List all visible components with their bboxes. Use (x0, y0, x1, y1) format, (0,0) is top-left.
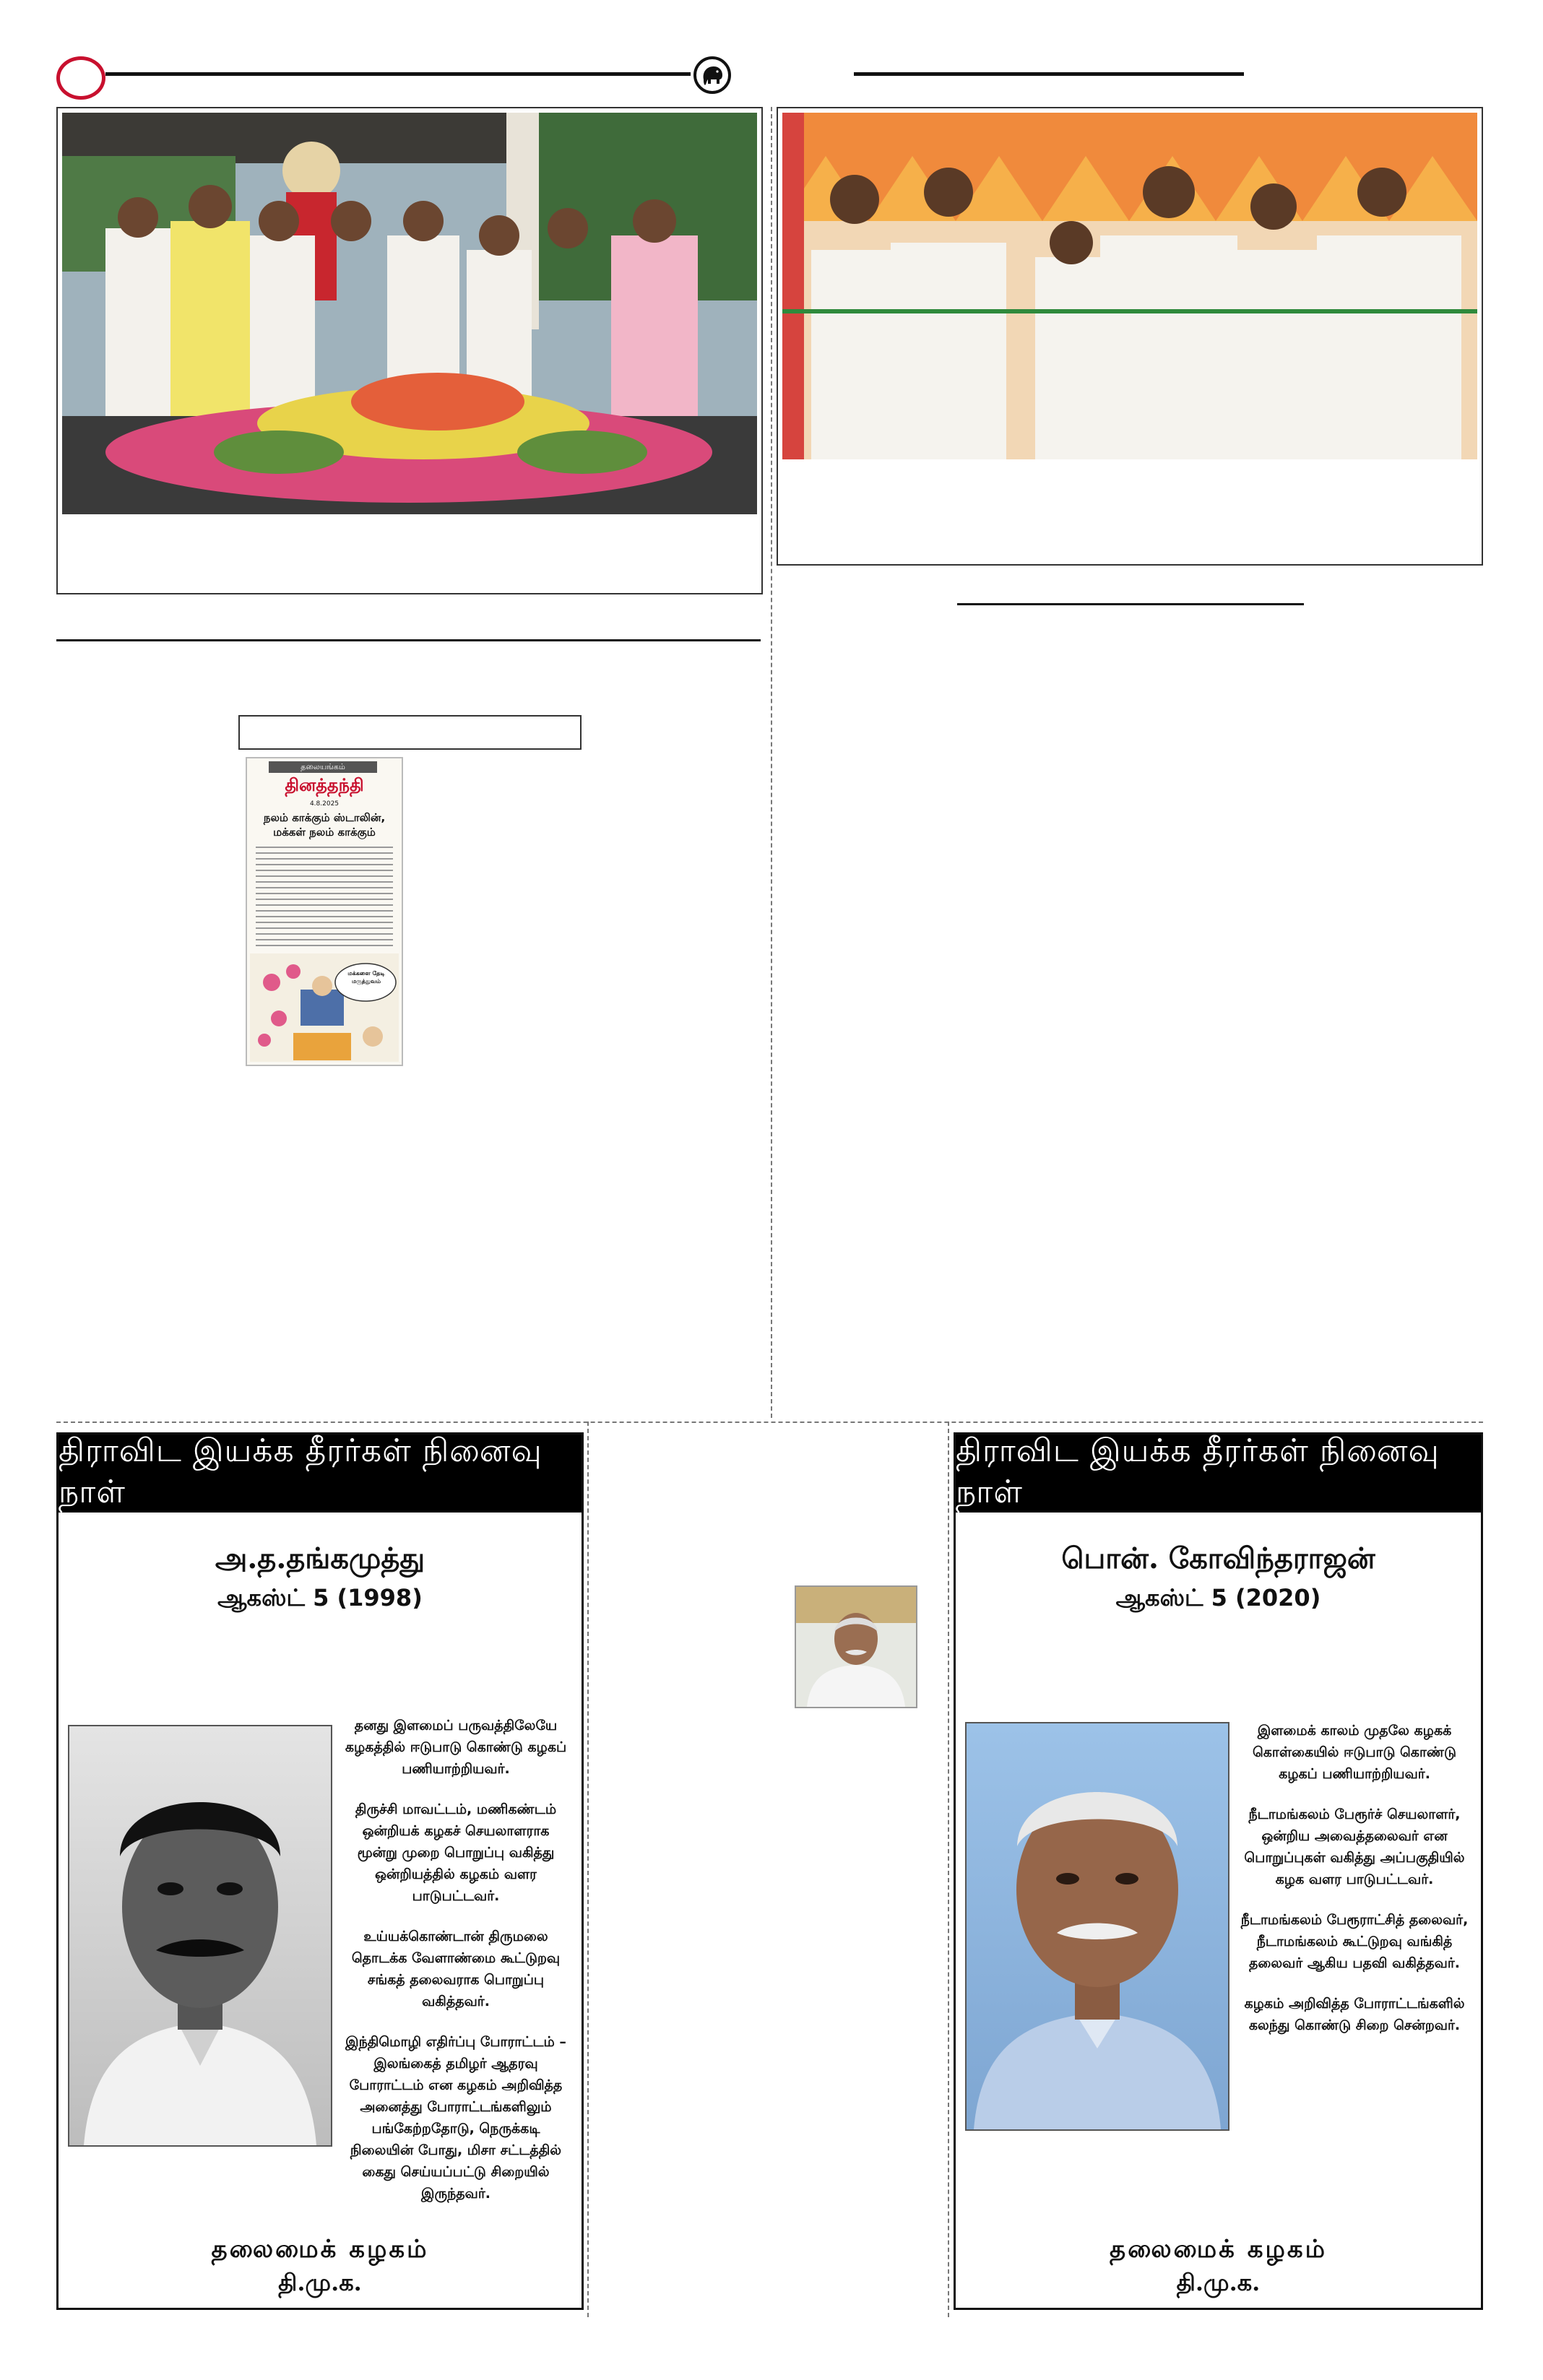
memorial-tribute-photo (62, 113, 757, 514)
bio-paragraph: கழகம் அறிவித்த போராட்டங்களில் கலந்து கொண்டு சிறை சென்றவர். (1244, 1996, 1465, 2033)
bio-paragraph: இளமைக் காலம் முதலே கழகக் கொள்கையில் ஈடுபாடு கொண்டு கழகப் பணியாற்றியவர். (1252, 1723, 1457, 1782)
tribute-card-2 (954, 1432, 1483, 2310)
tribute-footer-party: தி.மு.க. (1176, 2269, 1261, 2296)
section-rule-left (56, 639, 761, 641)
clipping-paper-name: தினத்தந்தி (285, 774, 364, 795)
masthead-rule-left (105, 72, 691, 76)
tribute-card-1 (56, 1432, 584, 2310)
tribute-footer-party: தி.மு.க. (278, 2269, 362, 2296)
clipping-label: தலையங்கம் (269, 761, 377, 773)
bio-paragraph: இந்திமொழி எதிர்ப்பு போராட்டம் – இலங்கைத் தமிழர் ஆதரவு போராட்டம் என கழகம் அறிவித்த அனைத்து போராட்டங்களிலும் பங்கேற்றதோடு, நெருக்கடி நிலையின் போது, மிசா சட்டத்தில் கைது செய்யப்பட்டு சிறையில் இருந்தவர். (345, 2034, 566, 2202)
bio-paragraph: நீடாமங்கலம் பேரூராட்சித் தலைவர், நீடாமங்கலம் கூட்டுறவு வங்கித் தலைவர் ஆகிய பதவி வகித்தவர். (1240, 1912, 1469, 1971)
tribute-bio (1239, 1720, 1470, 2055)
editorial-clipping (246, 757, 403, 1066)
bio-paragraph: திருச்சி மாவட்டம், மணிகண்டம் ஒன்றியக் கழகச் செயலாளராக மூன்று முறை பொறுப்பு வகித்து ஒன்றியத்தில் கழகம் வளர பாடுபட்டவர். (355, 1801, 557, 1904)
tribute-date: ஆகஸ்ட் 5 (1998) (217, 1584, 423, 1611)
elephant-icon (693, 56, 731, 94)
ribbon-cutting-photo (782, 113, 1477, 459)
caption-rule-right (957, 603, 1304, 605)
column-divider-top (771, 107, 772, 1418)
column-divider-bottom-right (948, 1421, 949, 2317)
tribute-footer-org: தலைமைக் கழகம் (211, 2235, 429, 2264)
photo-frame-memorial (56, 107, 763, 594)
clipping-cartoon (250, 953, 399, 1062)
photo-frame-inauguration (777, 107, 1483, 566)
page-number-circle (56, 56, 105, 100)
tribute-bio (340, 1715, 571, 2223)
clipping-date: 4.8.2025 (309, 800, 340, 808)
tribute-card-header: திராவிட இயக்க தீரர்கள் நினைவு நாள் (59, 1435, 582, 1513)
bio-paragraph: நீடாமங்கலம் பேரூர்ச் செயலாளர், ஒன்றிய அவைத்தலைவர் என பொறுப்புகள் வகித்து அப்பகுதியில் கழக வளர பாடுபட்டவர். (1244, 1806, 1465, 1887)
bio-paragraph: உய்யக்கொண்டான் திருமலை தொடக்க வேளாண்மை கூட்டுறவு சங்கத் தலைவராக பொறுப்பு வகித்தவர். (351, 1929, 561, 2009)
tribute-date: ஆகஸ்ட் 5 (2020) (1115, 1584, 1321, 1611)
tribute-name: அ.த.தங்கமுத்து (215, 1541, 425, 1575)
bio-paragraph: தனது இளமைப் பருவத்திலேயே கழகத்தில் ஈடுபாடு கொண்டு கழகப் பணியாற்றியவர். (345, 1718, 567, 1777)
clipping-cartoon-bubble: மக்களை தேடி மருத்துவம் (347, 970, 385, 985)
portrait-photo (965, 1722, 1229, 2131)
masthead-rule-right (854, 72, 1244, 76)
tribute-footer-org: தலைமைக் கழகம் (1110, 2235, 1327, 2264)
clipping-body-text (256, 847, 393, 948)
column-divider-bottom-left (587, 1421, 589, 2317)
portrait-photo (68, 1725, 332, 2147)
small-portrait-photo (795, 1585, 917, 1708)
clipping-headline: நலம் காக்கும் ஸ்டாலின், மக்கள் நலம் காக்கும் (263, 811, 386, 839)
section-divider (56, 1421, 1483, 1423)
tribute-name: பொன். கோவிந்தராஜன் (1061, 1541, 1375, 1575)
clipping-caption-box (238, 715, 582, 750)
tribute-card-header: திராவிட இயக்க தீரர்கள் நினைவு நாள் (956, 1435, 1481, 1513)
